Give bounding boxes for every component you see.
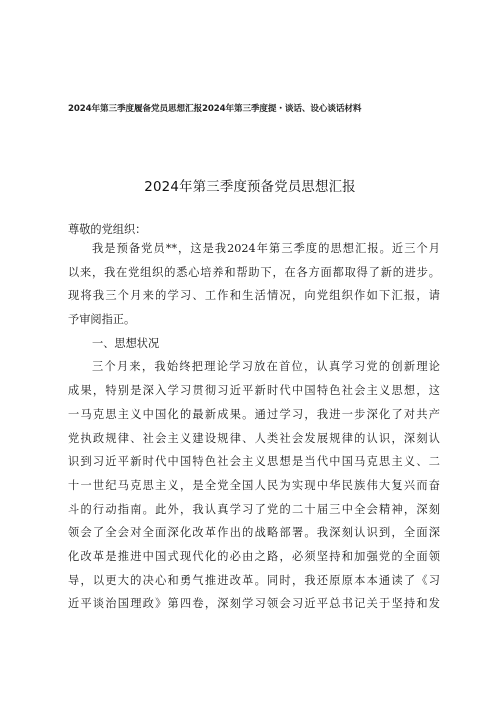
paragraph-line: 现将我三个月来的学习、工作和生活情况，向党组织作如下汇报，请 [68, 289, 440, 303]
salutation: 尊敬的党组织： [68, 223, 147, 236]
paragraph-line: 党执政规律、社会主义建设规律、人类社会发展规律的认识，深刻认 [68, 431, 440, 445]
paragraph-line: 成果，特别是深入学习贯彻习近平新时代中国特色社会主义思想，这 [68, 384, 440, 398]
paragraph-line: 识到习近平新时代中国特色社会主义思想是当代中国马克思主义、二 [68, 455, 440, 469]
paragraph-line: 领会了全会对全面深化改革作出的战略部署。我深刻认识到，全面深 [68, 526, 440, 540]
paragraph-line: 近平谈治国理政》第四卷，深刻学习领会习近平总书记关于坚持和发 [68, 597, 440, 611]
document-header-text: 2024年第三季度履备党员思想汇报2024年第三季度提・谈话、设心谈话材料 [68, 104, 362, 114]
paragraph-line: 予审阅指正。 [68, 313, 136, 327]
paragraph-line: 斗的行动指南。此外，我认真学习了党的二十届三中全会精神，深刻 [68, 502, 440, 516]
section-heading: 一、思想状况 [92, 336, 160, 350]
paragraph-line: 三个月来，我始终把理论学习放在首位，认真学习党的创新理论 [92, 360, 440, 374]
paragraph-line: 一马克思主义中国化的最新成果。通过学习，我进一步深化了对共产 [68, 407, 440, 421]
paragraph-line: 导，以更大的决心和勇气推进改革。同时，我还原原本本通读了《习 [68, 573, 440, 587]
document-body [68, 237, 440, 616]
paragraph-line: 十一世纪马克思主义，是全党全国人民为实现中华民族伟大复兴而奋 [68, 478, 440, 492]
paragraph-line: 我是预备党员**，这是我2024年第三季度的思想汇报。近三个月 [92, 242, 440, 255]
paragraph-line: 以来，我在党组织的悉心培养和帮助下，在各方面都取得了新的进步。 [68, 265, 440, 279]
document-title: 2024年第三季度预备党员思想汇报 [144, 180, 356, 195]
paragraph-line: 化改革是推进中国式现代化的必由之路，必须坚持和加强党的全面领 [68, 549, 440, 563]
